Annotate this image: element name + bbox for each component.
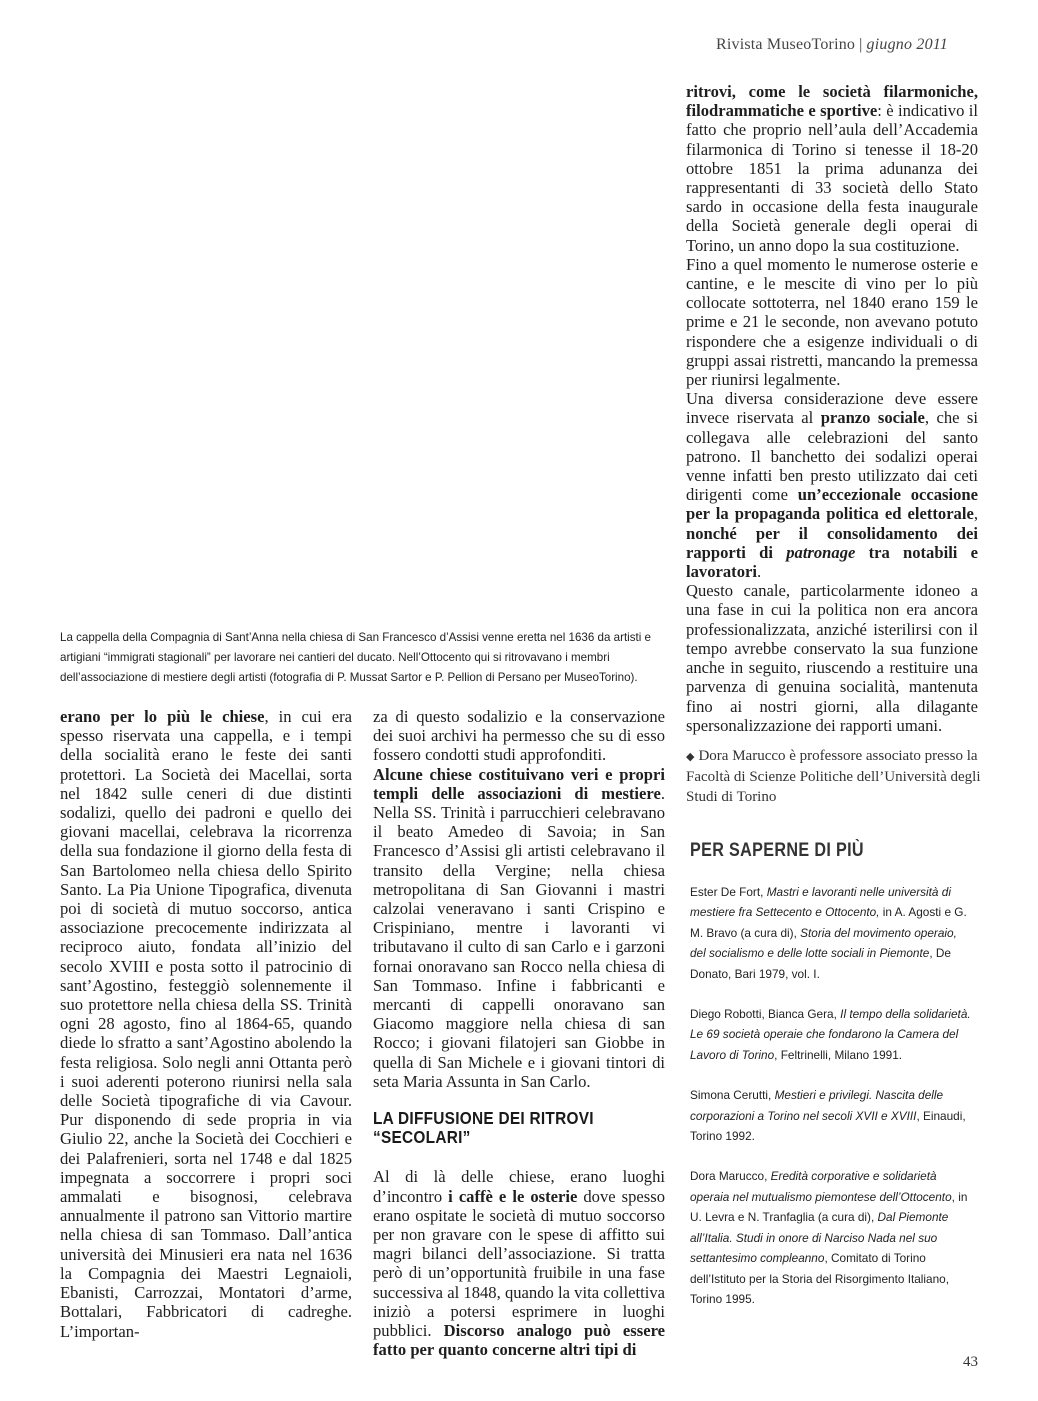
col2-p3-text-b: dove spesso erano ospitate le società di mutuo soccorso per non gravare con le spese di affitto sui magri bilanci dell’associazione. Si tratta però di un’opportunità fruibile in una fase successiva al 1848, quando la vita collettiva iniziò a potersi esprimere in luoghi pubblici. — [373, 1186, 666, 1341]
col3-p1-bold: ritrovi, come le società filarmoniche, filodrammatiche e sportive — [686, 82, 978, 121]
reference-item — [690, 882, 972, 984]
col3-p3-bold-italic: patronage — [786, 542, 856, 562]
column-3 — [686, 82, 978, 735]
col1-lead-bold: erano per lo più le chiese — [60, 707, 265, 726]
ref-title-2: Dal Piemonte all’Italia. Studi in onore di Narciso Nada nel suo settantesimo compleanno — [690, 1210, 949, 1266]
magazine-name: Rivista MuseoTorino — [716, 36, 856, 53]
references-list — [690, 882, 972, 1329]
running-header — [716, 36, 948, 54]
col2-paragraph-3 — [373, 1167, 665, 1359]
reference-item — [690, 1004, 972, 1065]
ref-author: Simona Cerutti, — [690, 1088, 775, 1103]
reference-item — [690, 1085, 972, 1146]
references-heading: PER SAPERNE DI PIÙ — [690, 840, 864, 861]
ref-title: Il tempo della solidarietà. Le 69 società operaie che fondarono la Camera del Lavoro di Torino — [690, 1007, 971, 1062]
col1-paragraph — [60, 707, 352, 1341]
ref-author: Dora Marucco, — [690, 1169, 771, 1184]
page-number: 43 — [963, 1354, 978, 1370]
author-note — [686, 746, 986, 807]
column-2 — [373, 707, 665, 1360]
col2-paragraph-1: za di questo sodalizio e la conservazione dei suoi archivi ha permesso che su di esso fossero condotti studi approfonditi. — [373, 707, 665, 765]
col3-paragraph-2: Fino a quel momento le numerose osterie e cantine, e le mescite di vino per lo più collocate sottoterra, nel 1840 erano 159 le prime e 21 le seconde, non avevano potuto rispondere che a esigenze individuali o di gruppi assai ristretti, mancando la premessa per riunirsi legalmente. — [686, 254, 978, 390]
col2-p3-bold-2: Discorso analogo può essere fatto per quanto concerne altri tipi di — [373, 1321, 665, 1360]
col3-p3-bold-2: un’eccezionale occasione per la propaganda politica ed elettorale — [686, 485, 978, 524]
col3-p3-text-b: , che si collegava alle celebrazioni del santo patrono. Il banchetto dei sodalizi operai venne infatti ben presto utilizzato dai ceti dirigenti come — [686, 408, 979, 505]
col1-text: , in cui era spesso riservata una cappella, e i tempi della socialità erano le feste dei santi protettori. La Società dei Macellai, sorta nel 1842 sulle ceneri di due distinti sodalizi, quello dei padroni e quello dei giovani macellai, celebrava la ricorrenza della sua fondazione il giorno della festa di San Bartolomeo nella chiesa dello Spirito Santo. La Pia Unione Tipografica, divenuta poi di società di mutuo soccorso, antica associazione precocemente indirizzata al reciproco aiuto, fondata all’inizio del secolo XVIII e posta sotto il patrocinio di sant’Agostino, festeggiò solennemente il suo protettore nella chiesa della SS. Trinità ogni 28 agosto, fino al 1864-65, quando diede lo sfratto a sant’Agostino abolendo la festa religiosa. Solo negli anni Ottanta però i suoi aderenti poterono riunirsi nella sala delle Società tipografiche di via Cavour. Pur disponendo di sede propria in via Giulio 22, anche la Società dei Cocchieri e dei Palafrenieri, sorta nel 1748 e dal 1825 impegnata a soccorrere i propri soci ammalati e bisognosi, celebrava annualmente il patrono san Vittorio martire nella chiesa di san Tommaso. Dall’antica università dei Minusieri era nata nel 1636 la Compagnia dei Maestri Legnaioli, Ebanisti, Carrozzai, Montatori d’arme, Bottalari, Fabbricatori di cadreghe. L’importan- — [60, 707, 352, 1341]
ref-title: Eredità corporative e solidarietà operaia nel mutualismo piemontese dell’Ottocento — [690, 1169, 952, 1204]
col3-p3-text-d: . — [756, 562, 762, 582]
issue-date: giugno 2011 — [866, 36, 948, 53]
col2-p3-bold-1: i caffè e le osterie — [448, 1186, 578, 1206]
ref-title: Mastri e lavoranti nelle università di mestiere fra Settecento e Ottocento, — [690, 885, 951, 920]
ref-author: Diego Robotti, Bianca Gera, — [690, 1007, 841, 1022]
ref-middle: , Einaudi, Torino 1992. — [690, 1108, 966, 1144]
ref-middle: , in U. Levra e N. Tranfaglia (a cura di), — [690, 1189, 968, 1225]
col2-paragraph-2 — [373, 765, 665, 1091]
reference-item — [690, 1166, 972, 1309]
col3-paragraph-3 — [686, 389, 978, 581]
ref-middle: in A. Agosti e G. M. Bravo (a cura di), — [690, 905, 967, 940]
col3-p3-text-c: , — [973, 504, 978, 524]
header-separator: | — [859, 36, 863, 53]
author-note-text: Dora Marucco è professore associato presso la Facoltà di Scienze Politiche dell’Università degli Studi di Torino — [686, 748, 981, 805]
col3-p3-text-a: Una diversa considerazione deve essere invece riservata al — [686, 389, 978, 428]
ref-rest: , De Donato, Bari 1979, vol. I. — [690, 946, 951, 981]
diamond-bullet-icon: ◆ — [686, 751, 695, 763]
col3-p1-text: : è indicativo il fatto che proprio nell’aula dell’Accademia filarmonica di Torino si tenesse il 18-20 ottobre 1851 la prima adunanza dei rappresentanti di 33 società dello Stato sardo in occasione della festa inaugurale della Società generale degli operai di Torino, un anno dopo la sua costituzione. — [686, 101, 978, 255]
ref-title-2: Storia del movimento operaio, del socialismo e delle lotte sociali in Piemonte — [690, 925, 957, 961]
col3-paragraph-4: Questo canale, particolarmente idoneo a una fase in cui la politica non era ancora professionalizzata, anziché isterilirsi con il tempo avrebbe conservato la sua funzione anche in seguito, riuscendo a restituire una parvenza di genuina socialità, mantenuta fino ai nostri giorni, alla dilagante spersonalizzazione dei rapporti umani. — [686, 581, 978, 735]
ref-rest: , Comitato di Torino dell’Istituto per la Storia del Risorgimento Italiano, Torino 1995. — [690, 1251, 950, 1306]
col3-p3-bold-3: nonché per il consolidamento dei rapporti di — [686, 523, 978, 562]
ref-middle: , Feltrinelli, Milano 1991. — [774, 1047, 903, 1062]
ref-title: Mestieri e privilegi. Nascita delle corporazioni a Torino nel secoli XVII e XVIII — [690, 1088, 944, 1123]
ref-author: Ester De Fort, — [690, 885, 767, 899]
section-heading: LA DIFFUSIONE DEI RITROVI “SECOLARI” — [373, 1108, 594, 1148]
col3-paragraph-1 — [686, 82, 978, 255]
col3-p3-bold-4: tra notabili e lavoratori — [686, 542, 979, 582]
column-1 — [60, 707, 352, 1341]
col2-p2-text: . Nella SS. Trinità i parrucchieri celebravano il beato Amedeo di Savoia; in San Francesco d’Assisi gli artisti celebravano il transito della Vergine; nella chiesa metropolitana di San Giovanni i mastri calzolai veneravano i santi Crispino e Crispiniano, mentre i lavoranti vi tributavano il culto di san Carlo e i garzoni fornai onoravano san Rocco nella chiesa di San Tommaso. Infine i fabbricanti e mercanti di cappelli onoravano san Giacomo maggiore nella chiesa di san Rocco; i giovani filatojeri san Giobbe in quella di San Michele e i giovani tintori di seta Maria Assunta in San Carlo. — [373, 783, 665, 1091]
col2-p3-text-a: Al di là delle chiese, erano luoghi d’incontro — [373, 1167, 665, 1206]
photo-caption: La cappella della Compagnia di Sant’Anna nella chiesa di San Francesco d’Assisi venne eretta nel 1636 da artisti e artigiani “immigrati stagionali” per lavorare nei cantieri del ducato. Nell’Ottocento qui si ritrovavano i membri dell’associazione di mestiere degli artisti (fotografia di P. Mussat Sartor e P. Pellion di Persano per MuseoTorino). — [60, 631, 652, 684]
col2-p2-bold: Alcune chiese costituivano veri e propri templi delle associazioni di mestiere — [373, 764, 665, 803]
col3-p3-bold-1: pranzo sociale — [820, 408, 925, 428]
